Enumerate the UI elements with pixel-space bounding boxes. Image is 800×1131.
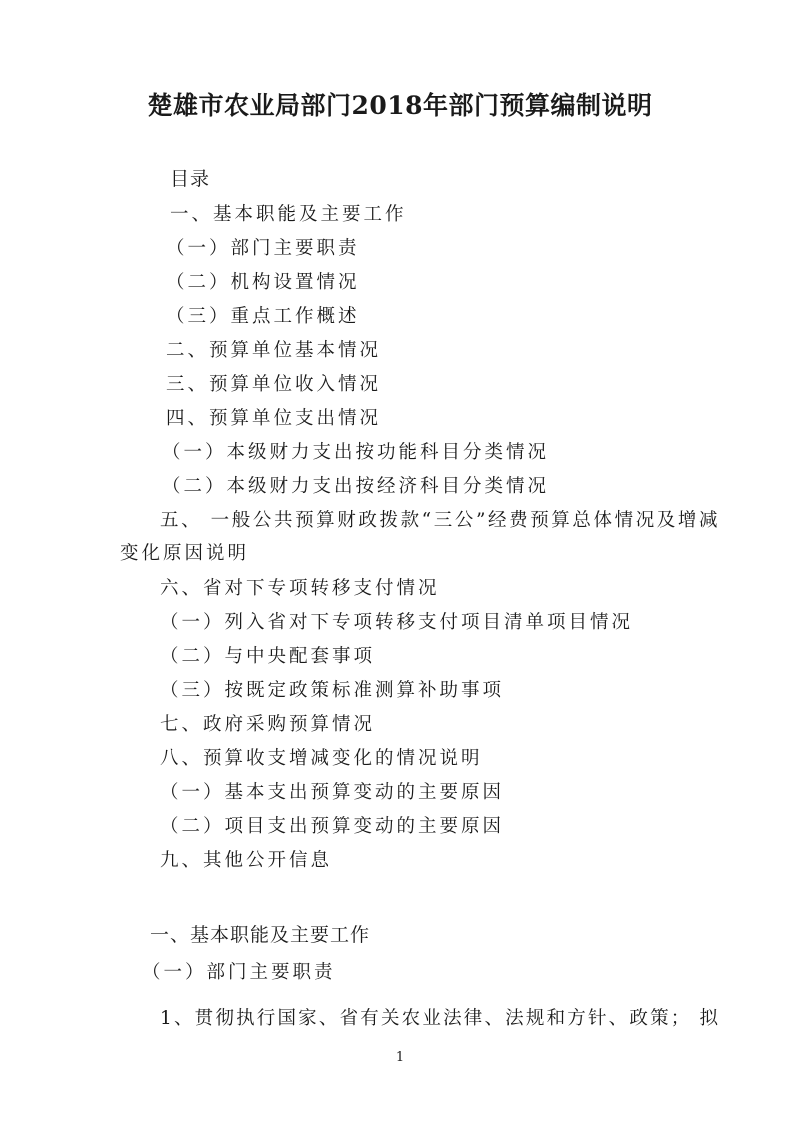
toc-item: 七、政府采购预算情况 bbox=[160, 714, 376, 735]
toc-item: （二）机构设置情况 bbox=[166, 272, 360, 293]
toc-item: （一）本级财力支出按功能科目分类情况 bbox=[162, 442, 550, 463]
toc-item: （二）本级财力支出按经济科目分类情况 bbox=[162, 476, 550, 497]
toc-item: （二）与中央配套事项 bbox=[160, 646, 376, 667]
body-paragraph: 1、贯彻执行国家、省有关农业法律、法规和方针、政策； 拟 bbox=[160, 1008, 721, 1029]
toc-item: 四、预算单位支出情况 bbox=[166, 408, 382, 429]
toc-item: 九、其他公开信息 bbox=[160, 850, 333, 871]
toc-item: 三、预算单位收入情况 bbox=[166, 374, 382, 395]
section-heading: 一、基本职能及主要工作 bbox=[150, 924, 371, 946]
toc-item: 八、预算收支增减变化的情况说明 bbox=[160, 748, 483, 769]
toc-item: （二）项目支出预算变动的主要原因 bbox=[160, 816, 505, 837]
toc-item: （三）按既定政策标准测算补助事项 bbox=[160, 680, 505, 701]
toc-item: （一）部门主要职责 bbox=[166, 238, 360, 259]
page-number: 1 bbox=[395, 1050, 405, 1065]
toc-item: （一）列入省对下专项转移支付项目清单项目情况 bbox=[160, 612, 634, 633]
toc-item: 变化原因说明 bbox=[120, 543, 250, 564]
subsection-heading: （一）部门主要职责 bbox=[142, 962, 336, 983]
toc-item: （一）基本支出预算变动的主要原因 bbox=[160, 782, 505, 803]
toc-item: 二、预算单位基本情况 bbox=[166, 340, 382, 361]
toc-item: 一、基本职能及主要工作 bbox=[170, 204, 407, 225]
toc-item: 五、 一般公共预算财政拨款“三公”经费预算总体情况及增减 bbox=[160, 510, 721, 531]
document-title: 楚雄市农业局部门2018年部门预算编制说明 bbox=[147, 91, 653, 120]
toc-item: （三）重点工作概述 bbox=[166, 306, 360, 327]
toc-item: 六、省对下专项转移支付情况 bbox=[160, 578, 440, 599]
toc-heading: 目录 bbox=[170, 168, 211, 190]
